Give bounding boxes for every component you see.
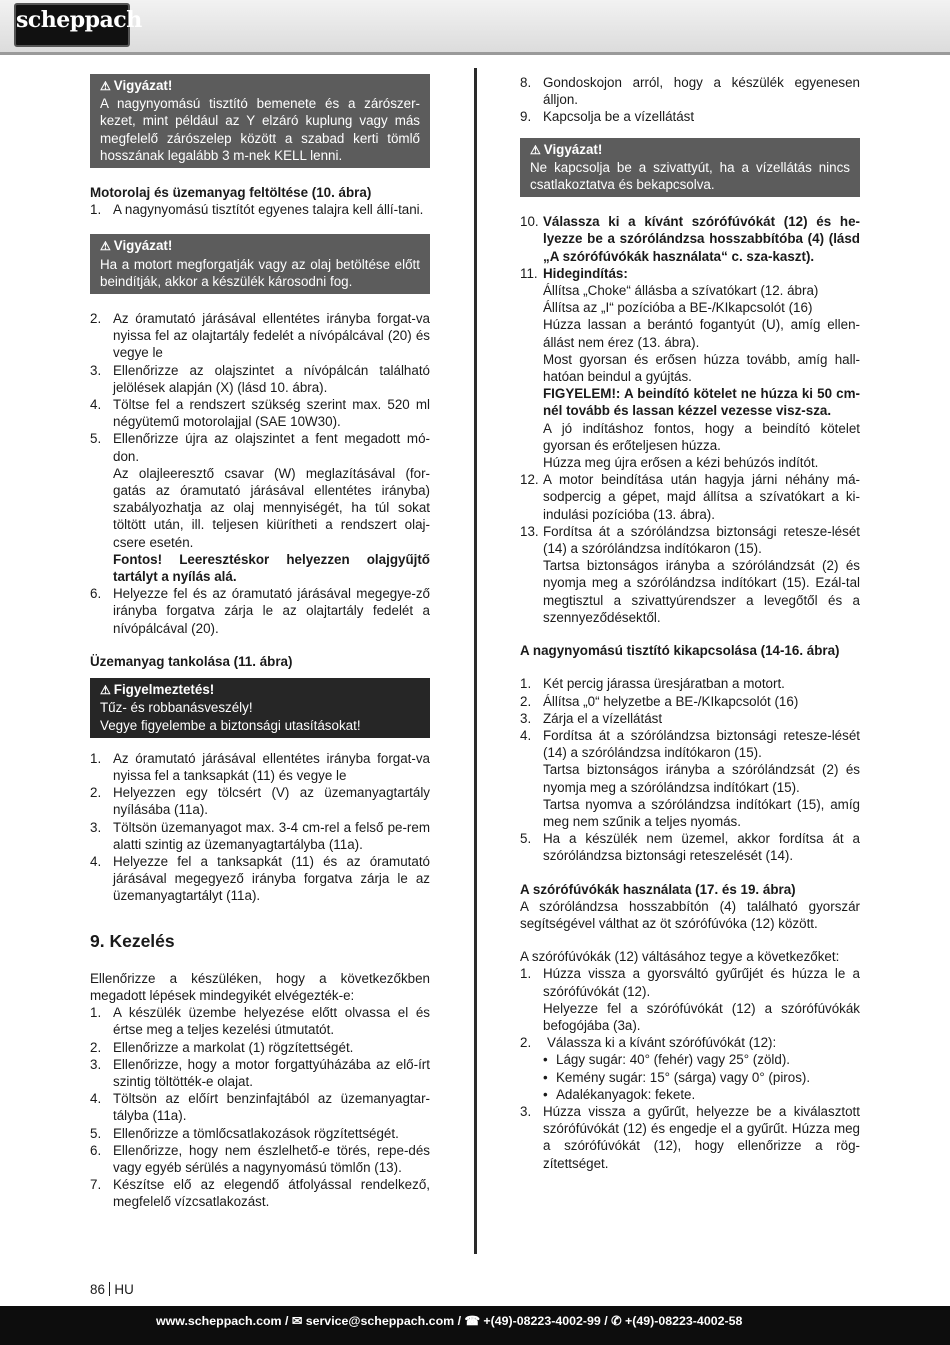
list-item-continuation: Tartsa biztonságos irányba a szórólándzsát (2) és nyomja meg a szórólándzsa indítókart (15). — [543, 762, 860, 795]
list-item-continuation: Állítsa „Choke“ állásba a szívatókart (12. ábra) — [543, 283, 819, 299]
list-item: 6. Ellenőrizze, hogy nem észlelhető-e törés, repe-dés vagy egyéb sérülés a nagynyomású tömlőn (13). — [90, 1142, 430, 1175]
list-item: 3. Ellenőrizze az olajszintet a nívópálcán található jelölések alapján (X) (lásd 10. ábra). — [90, 362, 430, 395]
list-item: 7. Készítse elő az elegendő átfolyással rendelkező, megfelelő vízcsatlakozást. — [90, 1177, 430, 1210]
list-item-continuation: Húzza meg újra erősen a kézi behúzós indítót. — [543, 455, 819, 471]
right-column — [520, 74, 860, 1172]
warning-icon: ⚠ — [530, 142, 541, 157]
list-item: 2. Helyezzen egy tölcsért (V) az üzemanyagtartály nyílásába (11a). — [90, 785, 430, 818]
list-item: 11. Hidegindítás: — [520, 265, 628, 281]
section-heading: Üzemanyag tankolása (11. ábra) — [90, 653, 293, 669]
important-note: Fontos! Leeresztéskor helyezzen olajgyűjtő tartályt a nyílás alá. — [113, 551, 430, 585]
warning-icon: ⚠ — [100, 683, 111, 698]
list-item: 3. Ellenőrizze, hogy a motor forgattyúházába az elő-írt szintig töltötték-e olajat. — [90, 1056, 430, 1089]
warning-icon: ⚠ — [100, 239, 111, 254]
left-column — [90, 74, 430, 1211]
list-item: 3. Töltsön üzemanyagot max. 3-4 cm-rel a felső pe-rem alatti szintig az üzemanyagtartályba (11a). — [90, 819, 430, 852]
list-item: 1. Az óramutató járásával ellentétes irányba forgat-va nyissa fel a tanksapkát (11) és vegye le — [90, 750, 430, 783]
list-item-continuation: Az olajleeresztő csavar (W) meglazításával (for-gatás az óramutató járásával ellentétes irányba) szabályozhatja az olaj mennyiségét, ha túl sokat töltött után, ill. teljesen kiürítheti a rendszert olaj-csere esetén. — [113, 465, 430, 550]
list-item: 5. Ha a készülék nem üzemel, akkor fordítsa át a szórólándzsa biztonsági reteszelését (14). — [520, 831, 860, 864]
list-item: 4. Töltse fel a rendszert szükség szerint max. 520 ml négyütemű motorolajjal (SAE 10W30). — [90, 397, 430, 430]
list-item: 13. Fordítsa át a szórólándzsa biztonsági retesze-lését (14) a szórólándzsa indítókaron (15). — [520, 523, 860, 557]
list-item: 6. Helyezze fel és az óramutató járásával megegye-ző irányba forgatva zárja le az olajtartály fedelét a nívópálcával (20). — [90, 586, 430, 636]
warning-box: ⚠ Vigyázat! A nagynyomású tisztító bemenete és a zárószer-kezet, mint például az Y elzáró kuplung vagy más megfelelő zárószelep között a szabad kerti tömlő hosszának legalább 3 m-nek KELL lenni. — [90, 74, 430, 168]
list-item-continuation: Tartsa nyomva a szórólándzsa indítókart (15), amíg meg nem szűnik a teljes nyomás. — [543, 796, 860, 829]
list-item: 2. Állítsa „0“ helyzetbe a BE-/KIkapcsolót (16) — [520, 693, 799, 709]
list-item: 3. Húzza vissza a gyűrűt, helyezze be a kiválasztott szórófúvókát (12) és engedje el a gyűrűt. Húzza meg a szórófúvókát (12), hogy ellenőrizze a rög-zítettséget. — [520, 1103, 860, 1171]
scheppach-logo: scheppach — [14, 3, 130, 47]
danger-box: ⚠ Figyelmeztetés! Tűz- és robbanásveszély! Vegye figyelembe a biztonsági utasításokat! — [90, 678, 430, 738]
paragraph: A szórófúvókák (12) váltásához tegye a következőket: — [520, 949, 840, 965]
list-item: 2. Az óramutató járásával ellentétes irányba forgat-va nyissa fel az olajtartály fedelét a nívópálcával (20) és vegye le — [90, 311, 430, 361]
warning-box: ⚠ Vigyázat! Ne kapcsolja be a szivattyút, ha a vízellátás nincs csatlakoztatva és bekapcsolva. — [520, 138, 860, 198]
list-item: 4. Töltsön az előírt benzinfajtából az üzemanyagtar-tályba (11a). — [90, 1091, 430, 1124]
list-item: 4. Fordítsa át a szórólándzsa biztonsági retesze-lését (14) a szórólándzsa indítókaron (15). — [520, 727, 860, 761]
list-item: 10. Válassza ki a kívánt szórófúvókát (12) és he-lyezze be a szórólándzsa hosszabbítóba (4) (lásd „A szórófúvókák használata“ c. sza-kaszt). — [520, 214, 860, 264]
bullet-item: • Adalékanyagok: fekete. — [543, 1086, 696, 1102]
footer-bar — [0, 1306, 950, 1345]
list-item: 1. A nagynyomású tisztítót egyenes talajra kell állí-tani. — [90, 202, 424, 218]
list-item: 1. A készülék üzembe helyezése előtt olvassa el és értse meg a teljes kezelési útmutatót. — [90, 1005, 430, 1038]
list-item: 8. Gondoskojon arról, hogy a készülék egyenesen álljon. — [520, 75, 860, 108]
list-item-continuation: Tartsa biztonságos irányba a szórólándzsát (2) és nyomja meg a szórólándzsa indítókart (15). Ezál-tal megtisztul a szivattyúrendszer a levegőtől és a szennyeződésektől. — [543, 558, 860, 625]
list-item: 12. A motor beindítása után hagyja járni néhány má-sodpercig a gépet, majd állítsa a szívatókart a ki-indulási pozícióba (13. ábra). — [520, 472, 860, 522]
header-bar — [0, 0, 950, 55]
chapter-heading: 9. Kezelés — [90, 930, 175, 951]
list-item-continuation: Húzza lassan a berántó fogantyút (U), amíg ellen-állást nem érez (13. ábra). — [543, 317, 860, 350]
section-heading: A szórófúvókák használata (17. és 19. ábra) — [520, 881, 796, 897]
warning-icon: ⚠ — [100, 79, 111, 93]
section-heading: A nagynyomású tisztító kikapcsolása (14-16. ábra) — [520, 643, 840, 659]
list-item: 4. Helyezze fel a tanksapkát (11) és az óramutató járásával megegyező irányba forgatva zárja le az üzemanyagtartályt (11a). — [90, 853, 430, 904]
list-item: 5. Ellenőrizze újra az olajszintet a fent megadott mó-don. — [90, 431, 430, 464]
list-item: 1. Húzza vissza a gyorsváltó gyűrűjét és húzza le a szórófúvókát (12). — [520, 966, 860, 999]
list-item-continuation: Most gyorsan és erősen húzza tovább, amíg hall-hatóan beindul a gyújtás. — [543, 351, 860, 385]
list-item: 3. Zárja el a vízellátást — [520, 710, 663, 726]
bullet-item: • Lágy sugár: 40° (fehér) vagy 25° (zöld). — [543, 1052, 791, 1068]
important-note: FIGYELEM!: A beindító kötelet ne húzza ki 50 cm-nél tovább és lassan kézzel vezesse visz-sza. — [543, 386, 860, 419]
list-item: 9. Kapcsolja be a vízellátást — [520, 109, 695, 125]
list-item: 2. Válassza ki a kívánt szórófúvókát (12): — [520, 1035, 777, 1051]
list-item: 2. Ellenőrizze a markolat (1) rögzítettségét. — [90, 1039, 354, 1055]
warning-box: ⚠ Vigyázat! Ha a motort megforgatják vagy az olaj betöltése előtt beindítják, akkor a készülék károsodni fog. — [90, 234, 430, 294]
paragraph: A szórólándzsa hosszabbítón (4) található gyorszár segítségével válthat az öt szórófúvóka (12) között. — [520, 898, 860, 931]
intro-paragraph: Ellenőrizze a készüléken, hogy a következőkben megadott lépések mindegyikét elvégezték-e: — [90, 970, 430, 1003]
footer-contact: www.scheppach.com / ✉ service@scheppach.com / ☎ +(49)-08223-4002-99 / ✆ +(49)-08223-4002-58 — [156, 1314, 743, 1328]
list-item-continuation: Helyezze fel a szórófúvókát (12) a szórófúvókák befogójába (3a). — [543, 1000, 860, 1033]
section-heading: Motorolaj és üzemanyag feltöltése (10. ábra) — [90, 185, 372, 201]
list-item-continuation: A jó indításhoz fontos, hogy a beindító kötelet gyorsan és erőteljesen húzza. — [543, 420, 860, 453]
page-number: 86 HU — [90, 1282, 134, 1297]
list-item: 1. Két percig járassa üresjáratban a motort. — [520, 676, 785, 692]
column-divider — [474, 68, 477, 1254]
list-item: 5. Ellenőrizze a tömlőcsatlakozások rögzítettségét. — [90, 1125, 399, 1141]
bullet-item: • Kemény sugár: 15° (sárga) vagy 0° (piros). — [543, 1069, 811, 1085]
list-item-continuation: Állítsa az „I“ pozícióba a BE-/KIkapcsolót (16) — [543, 300, 813, 316]
